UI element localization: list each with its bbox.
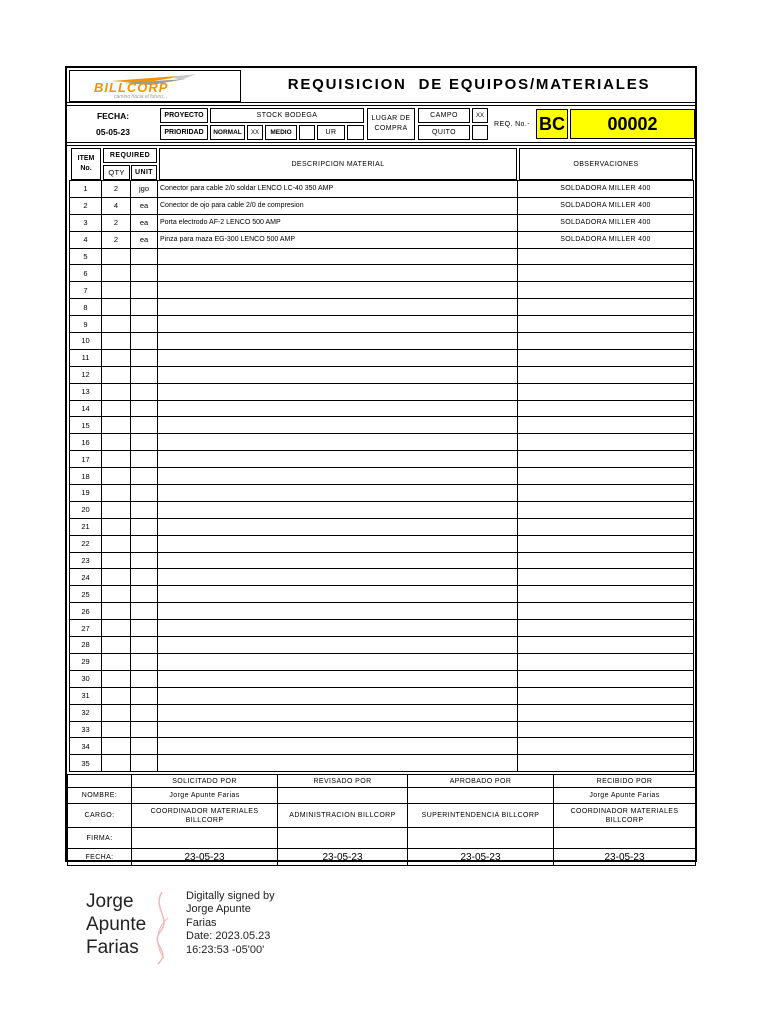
item-qty[interactable]	[102, 535, 131, 552]
signature-header: RECIBIDO POR	[554, 775, 696, 788]
item-number[interactable]: 19	[70, 485, 102, 502]
normal-label: NORMAL	[210, 125, 245, 140]
signature-cell[interactable]: Jorge Apunte Farias	[132, 788, 278, 804]
req-number: 00002	[570, 109, 695, 139]
table-row	[70, 704, 694, 721]
table-row	[70, 687, 694, 704]
item-description[interactable]	[158, 282, 518, 299]
item-observation[interactable]	[518, 349, 694, 366]
item-observation[interactable]	[518, 637, 694, 654]
item-observation[interactable]	[518, 248, 694, 265]
item-qty[interactable]	[102, 265, 131, 282]
item-qty[interactable]	[102, 586, 131, 603]
item-unit[interactable]	[131, 704, 158, 721]
item-number[interactable]: 4	[70, 231, 102, 248]
item-observation[interactable]	[518, 687, 694, 704]
col-item: ITEM No.	[71, 148, 101, 180]
campo-checkbox[interactable]: XX	[472, 108, 488, 123]
signature-details	[186, 890, 275, 957]
table-row	[70, 468, 694, 485]
item-description[interactable]	[158, 670, 518, 687]
item-description[interactable]	[158, 434, 518, 451]
medio-checkbox[interactable]	[299, 125, 315, 140]
item-unit[interactable]	[131, 653, 158, 670]
items-table	[69, 180, 694, 772]
item-number[interactable]: 16	[70, 434, 102, 451]
signature-cell[interactable]: 23-05-23	[278, 849, 408, 866]
signer-name-line: Farias	[86, 937, 139, 958]
signature-cell[interactable]: 23-05-23	[132, 849, 278, 866]
item-description[interactable]	[158, 653, 518, 670]
item-unit[interactable]	[131, 333, 158, 350]
signature-detail-line: Date: 2023.05.23	[186, 930, 271, 943]
item-unit[interactable]	[131, 316, 158, 333]
item-observation[interactable]	[518, 603, 694, 620]
item-unit[interactable]: ea	[131, 197, 158, 214]
item-observation[interactable]	[518, 704, 694, 721]
item-number[interactable]: 35	[70, 755, 102, 772]
signature-header: APROBADO POR	[408, 775, 554, 788]
item-observation[interactable]	[518, 755, 694, 772]
item-number[interactable]: 20	[70, 501, 102, 518]
item-observation[interactable]	[518, 316, 694, 333]
table-row	[70, 197, 694, 214]
item-number[interactable]: 5	[70, 248, 102, 265]
signature-row-label: FECHA:	[68, 849, 132, 866]
item-description[interactable]	[158, 468, 518, 485]
table-row	[70, 383, 694, 400]
item-number[interactable]: 30	[70, 670, 102, 687]
signature-detail-line: Farias	[186, 916, 217, 929]
item-unit[interactable]	[131, 451, 158, 468]
signer-name-line: Jorge	[86, 891, 134, 912]
item-number[interactable]: 9	[70, 316, 102, 333]
item-observation[interactable]	[518, 620, 694, 637]
signature-header: SOLICITADO POR	[132, 775, 278, 788]
signature-detail-line: Digitally signed by	[186, 890, 275, 902]
item-number[interactable]: 2	[70, 197, 102, 214]
table-row	[70, 214, 694, 231]
item-qty[interactable]	[102, 316, 131, 333]
item-qty[interactable]	[102, 704, 131, 721]
item-unit[interactable]	[131, 282, 158, 299]
item-qty[interactable]	[102, 400, 131, 417]
item-number[interactable]: 33	[70, 721, 102, 738]
signature-cell[interactable]: Jorge Apunte Farias	[554, 788, 696, 804]
item-qty[interactable]	[102, 620, 131, 637]
table-row	[70, 265, 694, 282]
item-description[interactable]	[158, 400, 518, 417]
item-unit[interactable]	[131, 349, 158, 366]
item-description[interactable]	[158, 637, 518, 654]
signature-cell[interactable]: COORDINADOR MATERIALES BILLCORP	[554, 804, 696, 828]
item-number[interactable]: 28	[70, 637, 102, 654]
table-row	[70, 282, 694, 299]
signature-detail-line: Jorge Apunte	[186, 903, 251, 916]
item-description[interactable]	[158, 586, 518, 603]
ur-label: UR	[317, 125, 345, 140]
item-number[interactable]: 23	[70, 552, 102, 569]
signature-cell[interactable]: ADMINISTRACION BILLCORP	[278, 804, 408, 828]
item-qty[interactable]	[102, 434, 131, 451]
item-description[interactable]	[158, 349, 518, 366]
item-qty[interactable]	[102, 653, 131, 670]
signature-row	[68, 804, 696, 828]
item-description[interactable]	[158, 501, 518, 518]
item-observation[interactable]: SOLDADORA MILLER 400	[518, 231, 694, 248]
signature-row	[68, 849, 696, 866]
item-number[interactable]: 14	[70, 400, 102, 417]
item-number[interactable]: 1	[70, 181, 102, 198]
signatures-table	[67, 774, 696, 866]
table-row	[70, 349, 694, 366]
item-qty[interactable]	[102, 248, 131, 265]
item-description[interactable]	[158, 755, 518, 772]
item-observation[interactable]: SOLDADORA MILLER 400	[518, 214, 694, 231]
item-unit[interactable]	[131, 518, 158, 535]
item-description[interactable]	[158, 603, 518, 620]
item-qty[interactable]: 4	[102, 197, 131, 214]
item-description[interactable]: Conector para cable 2/0 soldar LENCO LC-40 350 AMP	[158, 181, 518, 198]
item-qty[interactable]	[102, 687, 131, 704]
item-observation[interactable]	[518, 400, 694, 417]
signature-row-label: CARGO:	[68, 804, 132, 828]
item-number[interactable]: 8	[70, 299, 102, 316]
item-qty[interactable]: 2	[102, 231, 131, 248]
item-unit[interactable]	[131, 417, 158, 434]
item-observation[interactable]: SOLDADORA MILLER 400	[518, 181, 694, 198]
item-observation[interactable]	[518, 485, 694, 502]
proyecto-value[interactable]: STOCK BODEGA	[210, 108, 364, 123]
item-number[interactable]: 17	[70, 451, 102, 468]
item-description[interactable]	[158, 721, 518, 738]
item-number[interactable]: 21	[70, 518, 102, 535]
item-number[interactable]: 13	[70, 383, 102, 400]
signature-cell[interactable]: 23-05-23	[554, 849, 696, 866]
table-row	[70, 670, 694, 687]
item-unit[interactable]	[131, 468, 158, 485]
requisition-form	[65, 66, 697, 862]
item-unit[interactable]	[131, 501, 158, 518]
signature-cell[interactable]	[278, 788, 408, 804]
table-row	[70, 603, 694, 620]
item-description[interactable]	[158, 333, 518, 350]
item-unit[interactable]	[131, 366, 158, 383]
item-observation[interactable]	[518, 468, 694, 485]
signature-cell[interactable]: SUPERINTENDENCIA BILLCORP	[408, 804, 554, 828]
item-number[interactable]: 15	[70, 417, 102, 434]
proyecto-label: PROYECTO	[160, 108, 208, 123]
req-prefix: BC	[536, 109, 568, 139]
logo-tagline: camino hacia el futuro...	[114, 94, 168, 100]
fecha-label: FECHA:	[96, 111, 130, 121]
signature-cell[interactable]: 23-05-23	[408, 849, 554, 866]
item-observation[interactable]	[518, 569, 694, 586]
item-unit[interactable]	[131, 586, 158, 603]
item-unit[interactable]: ea	[131, 231, 158, 248]
item-qty[interactable]	[102, 366, 131, 383]
item-unit[interactable]	[131, 552, 158, 569]
signature-row-label: FIRMA:	[68, 828, 132, 849]
item-number[interactable]: 11	[70, 349, 102, 366]
table-row	[70, 366, 694, 383]
item-description[interactable]: Conector de ojo para cable 2/0 de compresion	[158, 197, 518, 214]
table-row	[70, 738, 694, 755]
item-description[interactable]	[158, 552, 518, 569]
table-row	[70, 620, 694, 637]
item-description[interactable]: Pinza para maza EG-300 LENCO 500 AMP	[158, 231, 518, 248]
table-row	[70, 755, 694, 772]
item-unit[interactable]: jgo	[131, 181, 158, 198]
fecha-value: 05-05-23	[95, 127, 131, 137]
table-row	[70, 637, 694, 654]
item-qty[interactable]	[102, 738, 131, 755]
item-observation[interactable]	[518, 299, 694, 316]
signature-header: REVISADO POR	[278, 775, 408, 788]
page-title: REQUISICION DE EQUIPOS/MATERIALES	[287, 75, 651, 93]
item-number[interactable]: 27	[70, 620, 102, 637]
item-observation[interactable]	[518, 333, 694, 350]
item-qty[interactable]	[102, 518, 131, 535]
item-observation[interactable]	[518, 434, 694, 451]
item-observation[interactable]: SOLDADORA MILLER 400	[518, 197, 694, 214]
item-number[interactable]: 24	[70, 569, 102, 586]
item-number[interactable]: 25	[70, 586, 102, 603]
signature-cell[interactable]	[278, 828, 408, 849]
table-row	[70, 434, 694, 451]
table-row	[70, 501, 694, 518]
item-observation[interactable]	[518, 738, 694, 755]
item-description[interactable]	[158, 687, 518, 704]
item-description[interactable]	[158, 366, 518, 383]
item-observation[interactable]	[518, 451, 694, 468]
item-observation[interactable]	[518, 535, 694, 552]
item-number[interactable]: 34	[70, 738, 102, 755]
item-unit[interactable]	[131, 755, 158, 772]
item-unit[interactable]	[131, 637, 158, 654]
signature-row	[68, 828, 696, 849]
normal-checkbox[interactable]: XX	[247, 125, 263, 140]
req-no-label: REQ. No.-	[494, 120, 530, 128]
item-qty[interactable]	[102, 637, 131, 654]
signer-name	[86, 890, 146, 959]
item-number[interactable]: 18	[70, 468, 102, 485]
item-unit[interactable]	[131, 721, 158, 738]
item-observation[interactable]	[518, 670, 694, 687]
item-qty[interactable]	[102, 501, 131, 518]
col-qty: QTY	[103, 165, 130, 180]
item-unit[interactable]	[131, 400, 158, 417]
item-number[interactable]: 6	[70, 265, 102, 282]
item-observation[interactable]	[518, 366, 694, 383]
col-required: REQUIRED	[103, 148, 157, 163]
item-qty[interactable]	[102, 349, 131, 366]
table-row	[70, 535, 694, 552]
table-row	[70, 485, 694, 502]
item-qty[interactable]	[102, 552, 131, 569]
item-observation[interactable]	[518, 518, 694, 535]
signature-cell[interactable]: COORDINADOR MATERIALES BILLCORP	[132, 804, 278, 828]
signature-header-row	[68, 775, 696, 788]
item-observation[interactable]	[518, 653, 694, 670]
item-observation[interactable]	[518, 417, 694, 434]
item-observation[interactable]	[518, 501, 694, 518]
item-qty[interactable]: 2	[102, 181, 131, 198]
item-unit[interactable]	[131, 299, 158, 316]
item-unit[interactable]	[131, 535, 158, 552]
table-row	[70, 248, 694, 265]
item-description[interactable]	[158, 535, 518, 552]
item-qty[interactable]	[102, 451, 131, 468]
item-qty[interactable]	[102, 721, 131, 738]
prioridad-label: PRIORIDAD	[160, 125, 208, 140]
item-qty[interactable]	[102, 569, 131, 586]
item-unit[interactable]	[131, 603, 158, 620]
item-unit[interactable]	[131, 738, 158, 755]
item-number[interactable]: 3	[70, 214, 102, 231]
item-description[interactable]	[158, 485, 518, 502]
col-observaciones: OBSERVACIONES	[519, 148, 693, 180]
table-row	[70, 231, 694, 248]
col-descripcion: DESCRIPCION MATERIAL	[159, 148, 517, 180]
item-description[interactable]	[158, 248, 518, 265]
item-number[interactable]: 26	[70, 603, 102, 620]
digital-signature	[86, 888, 386, 968]
table-row	[70, 299, 694, 316]
table-row	[70, 316, 694, 333]
col-unit: UNIT	[131, 165, 157, 180]
table-row	[70, 586, 694, 603]
signer-name-line: Apunte	[86, 914, 147, 935]
item-description[interactable]	[158, 299, 518, 316]
item-unit[interactable]: ea	[131, 214, 158, 231]
item-unit[interactable]	[131, 265, 158, 282]
signature-corner	[68, 775, 132, 788]
table-row	[70, 569, 694, 586]
table-row	[70, 451, 694, 468]
item-qty[interactable]	[102, 468, 131, 485]
item-qty[interactable]	[102, 755, 131, 772]
item-description[interactable]	[158, 417, 518, 434]
item-description[interactable]	[158, 265, 518, 282]
quito-checkbox[interactable]	[472, 125, 488, 140]
signature-cell[interactable]	[132, 828, 278, 849]
item-number[interactable]: 22	[70, 535, 102, 552]
campo-label: CAMPO	[418, 108, 470, 123]
item-observation[interactable]	[518, 282, 694, 299]
item-observation[interactable]	[518, 265, 694, 282]
item-observation[interactable]	[518, 586, 694, 603]
item-number[interactable]: 12	[70, 366, 102, 383]
signature-cell[interactable]	[408, 788, 554, 804]
item-description[interactable]	[158, 620, 518, 637]
table-row	[70, 653, 694, 670]
item-number[interactable]: 31	[70, 687, 102, 704]
table-row	[70, 721, 694, 738]
quito-label: QUITO	[418, 125, 470, 140]
table-row	[70, 333, 694, 350]
item-description[interactable]	[158, 738, 518, 755]
item-unit[interactable]	[131, 434, 158, 451]
item-number[interactable]: 10	[70, 333, 102, 350]
signature-cell[interactable]	[408, 828, 554, 849]
lugar-compra-label: LUGAR DE COMPRA	[367, 108, 415, 140]
item-unit[interactable]	[131, 569, 158, 586]
item-qty[interactable]	[102, 603, 131, 620]
item-qty[interactable]	[102, 670, 131, 687]
item-observation[interactable]	[518, 383, 694, 400]
item-unit[interactable]	[131, 383, 158, 400]
table-row	[70, 181, 694, 198]
item-description[interactable]	[158, 316, 518, 333]
ur-checkbox[interactable]	[347, 125, 364, 140]
item-unit[interactable]	[131, 670, 158, 687]
item-qty[interactable]	[102, 333, 131, 350]
item-qty[interactable]	[102, 299, 131, 316]
table-row	[70, 417, 694, 434]
item-unit[interactable]	[131, 687, 158, 704]
item-number[interactable]: 7	[70, 282, 102, 299]
item-unit[interactable]	[131, 485, 158, 502]
signature-row	[68, 788, 696, 804]
medio-label: MEDIO	[265, 125, 297, 140]
table-row	[70, 552, 694, 569]
item-observation[interactable]	[518, 552, 694, 569]
signature-cell[interactable]	[554, 828, 696, 849]
item-number[interactable]: 32	[70, 704, 102, 721]
item-unit[interactable]	[131, 620, 158, 637]
signature-detail-line: 16:23:53 -05'00'	[186, 943, 265, 956]
logo-box	[69, 70, 241, 102]
item-qty[interactable]	[102, 485, 131, 502]
item-qty[interactable]	[102, 383, 131, 400]
item-qty[interactable]: 2	[102, 214, 131, 231]
item-unit[interactable]	[131, 248, 158, 265]
table-row	[70, 400, 694, 417]
item-qty[interactable]	[102, 417, 131, 434]
item-number[interactable]: 29	[70, 653, 102, 670]
item-description[interactable]	[158, 383, 518, 400]
item-observation[interactable]	[518, 721, 694, 738]
item-description[interactable]	[158, 569, 518, 586]
item-description[interactable]	[158, 704, 518, 721]
item-description[interactable]	[158, 518, 518, 535]
item-qty[interactable]	[102, 282, 131, 299]
table-row	[70, 518, 694, 535]
signature-row-label: NOMBRE:	[68, 788, 132, 804]
item-description[interactable]: Porta electrodo AF-2 LENCO 500 AMP	[158, 214, 518, 231]
item-description[interactable]	[158, 451, 518, 468]
signature-mark-icon	[142, 888, 182, 968]
logo-brand: BILLCORP	[94, 80, 169, 95]
